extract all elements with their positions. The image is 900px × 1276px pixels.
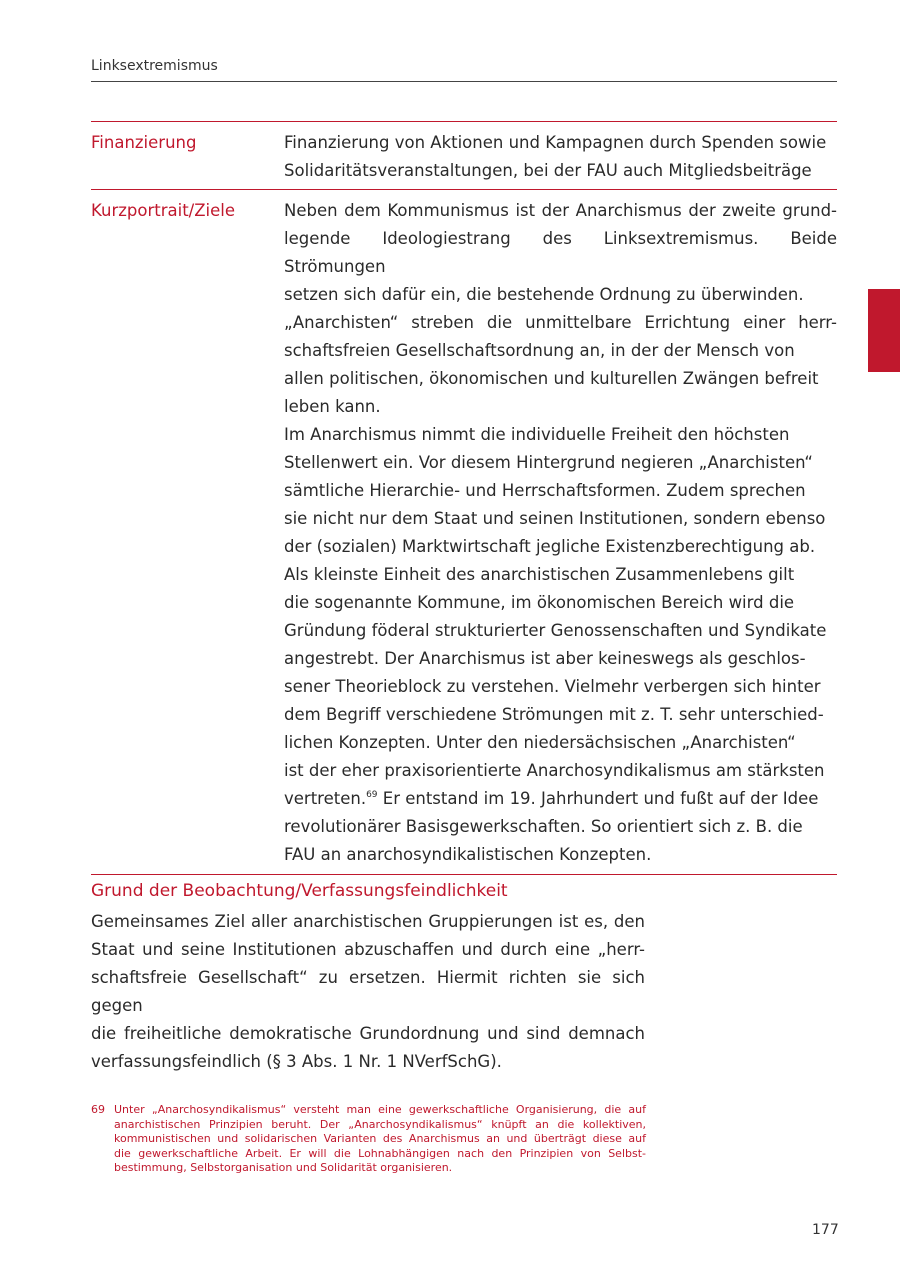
row-label: Finanzierung — [91, 133, 197, 152]
text-line: schaftsfreien Gesellschaftsordnung an, in der der Mensch von — [284, 341, 795, 360]
footnote-reference[interactable]: 69 — [366, 790, 378, 800]
text-line: Unter „Anarchosyndikalismus“ versteht man eine gewerkschaftliche Organisierung, die auf — [114, 1103, 646, 1116]
text-line: sämtliche Hierarchie- und Herrschaftsformen. Zudem sprechen — [284, 481, 806, 500]
text-line: Staat und seine Institutionen abzuschaffen und durch eine „herr- — [91, 940, 645, 959]
text-line: dem Begriff verschiedene Strömungen mit z. T. sehr unterschied- — [284, 705, 824, 724]
text-line: schaftsfreie Gesellschaft“ zu ersetzen. Hiermit richten sie sich gegen — [91, 968, 645, 1015]
text-fragment: vertreten. — [284, 789, 367, 808]
text-line: verfassungsfeindlich (§ 3 Abs. 1 Nr. 1 NVerfSchG). — [91, 1052, 502, 1071]
text-line: die gewerkschaftliche Arbeit. Er will die Lohnabhängigen nach den Prinzipien von Selbst- — [114, 1146, 646, 1160]
footnote — [91, 1103, 646, 1176]
text-line: legende Ideologiestrang des Linksextremismus. Beide Strömungen — [284, 229, 837, 276]
text-line: Gemeinsames Ziel aller anarchistischen Gruppierungen ist es, den — [91, 912, 645, 931]
text-line: Im Anarchismus nimmt die individuelle Freiheit den höchsten — [284, 425, 790, 444]
table-row-finanzierung — [91, 121, 837, 189]
text-line: „Anarchisten“ streben die unmittelbare Errichtung einer herr- — [284, 313, 837, 332]
header-rule — [91, 81, 837, 82]
running-header: Linksextremismus — [91, 58, 218, 74]
text-line: der (sozialen) Marktwirtschaft jegliche Existenzberechtigung ab. — [284, 537, 816, 556]
row-label: Kurzportrait/Ziele — [91, 201, 236, 220]
text-line: bestimmung, Selbstorganisation und Solidarität organisieren. — [114, 1161, 453, 1174]
text-line: Finanzierung von Aktionen und Kampagnen durch Spenden sowie — [284, 133, 827, 152]
footnote-text — [114, 1103, 646, 1176]
text-line: Neben dem Kommunismus ist der Anarchismus der zweite grund- — [284, 201, 837, 220]
text-line: kommunistischen und solidarischen Varianten des Anarchismus an und überträgt diese auf — [114, 1132, 646, 1145]
text-line: lichen Konzepten. Unter den niedersächsischen „Anarchisten“ — [284, 733, 796, 752]
table-row-kurzportrait — [91, 189, 837, 875]
text-line: angestrebt. Der Anarchismus ist aber keineswegs als geschlos- — [284, 649, 806, 668]
text-line: Gründung föderal strukturierter Genossenschaften und Syndikate — [284, 621, 827, 640]
text-line: allen politischen, ökonomischen und kulturellen Zwängen befreit — [284, 369, 819, 388]
row-text — [284, 190, 837, 874]
text-line: Solidaritätsveranstaltungen, bei der FAU auch Mitgliedsbeiträge — [284, 161, 812, 180]
text-line: Als kleinste Einheit des anarchistischen Zusammenlebens gilt — [284, 565, 795, 584]
text-line: setzen sich dafür ein, die bestehende Ordnung zu überwinden. — [284, 285, 804, 304]
text-line: anarchistischen Prinzipien beruht. Der „Anarchosyndikalismus“ knüpft an die kollektiven, — [114, 1117, 646, 1131]
text-line: revolutionärer Basisgewerkschaften. So orientiert sich z. B. die — [284, 817, 803, 836]
text-line: die sogenannte Kommune, im ökonomischen Bereich wird die — [284, 593, 795, 612]
profile-table — [91, 121, 837, 875]
section-heading: Grund der Beobachtung/Verfassungsfeindlichkeit — [91, 881, 508, 901]
text-line: Stellenwert ein. Vor diesem Hintergrund negieren „Anarchisten“ — [284, 453, 813, 472]
text-line: ist der eher praxisorientierte Anarchosyndikalismus am stärksten — [284, 761, 825, 780]
text-line: FAU an anarchosyndikalistischen Konzepten. — [284, 845, 652, 864]
row-text — [284, 122, 837, 189]
chapter-tab-marker — [868, 289, 900, 372]
text-line: die freiheitliche demokratische Grundordnung und sind demnach — [91, 1024, 645, 1043]
text-line: sie nicht nur dem Staat und seinen Institutionen, sondern ebenso — [284, 509, 826, 528]
text-fragment: Er entstand im 19. Jahrhundert und fußt auf der Idee — [377, 789, 819, 808]
page-number: 177 — [812, 1222, 839, 1238]
text-line: leben kann. — [284, 397, 381, 416]
text-line — [284, 785, 837, 813]
text-line: sener Theorieblock zu verstehen. Vielmehr verbergen sich hinter — [284, 677, 821, 696]
footnote-number: 69 — [91, 1103, 105, 1116]
section-body — [91, 908, 645, 1076]
